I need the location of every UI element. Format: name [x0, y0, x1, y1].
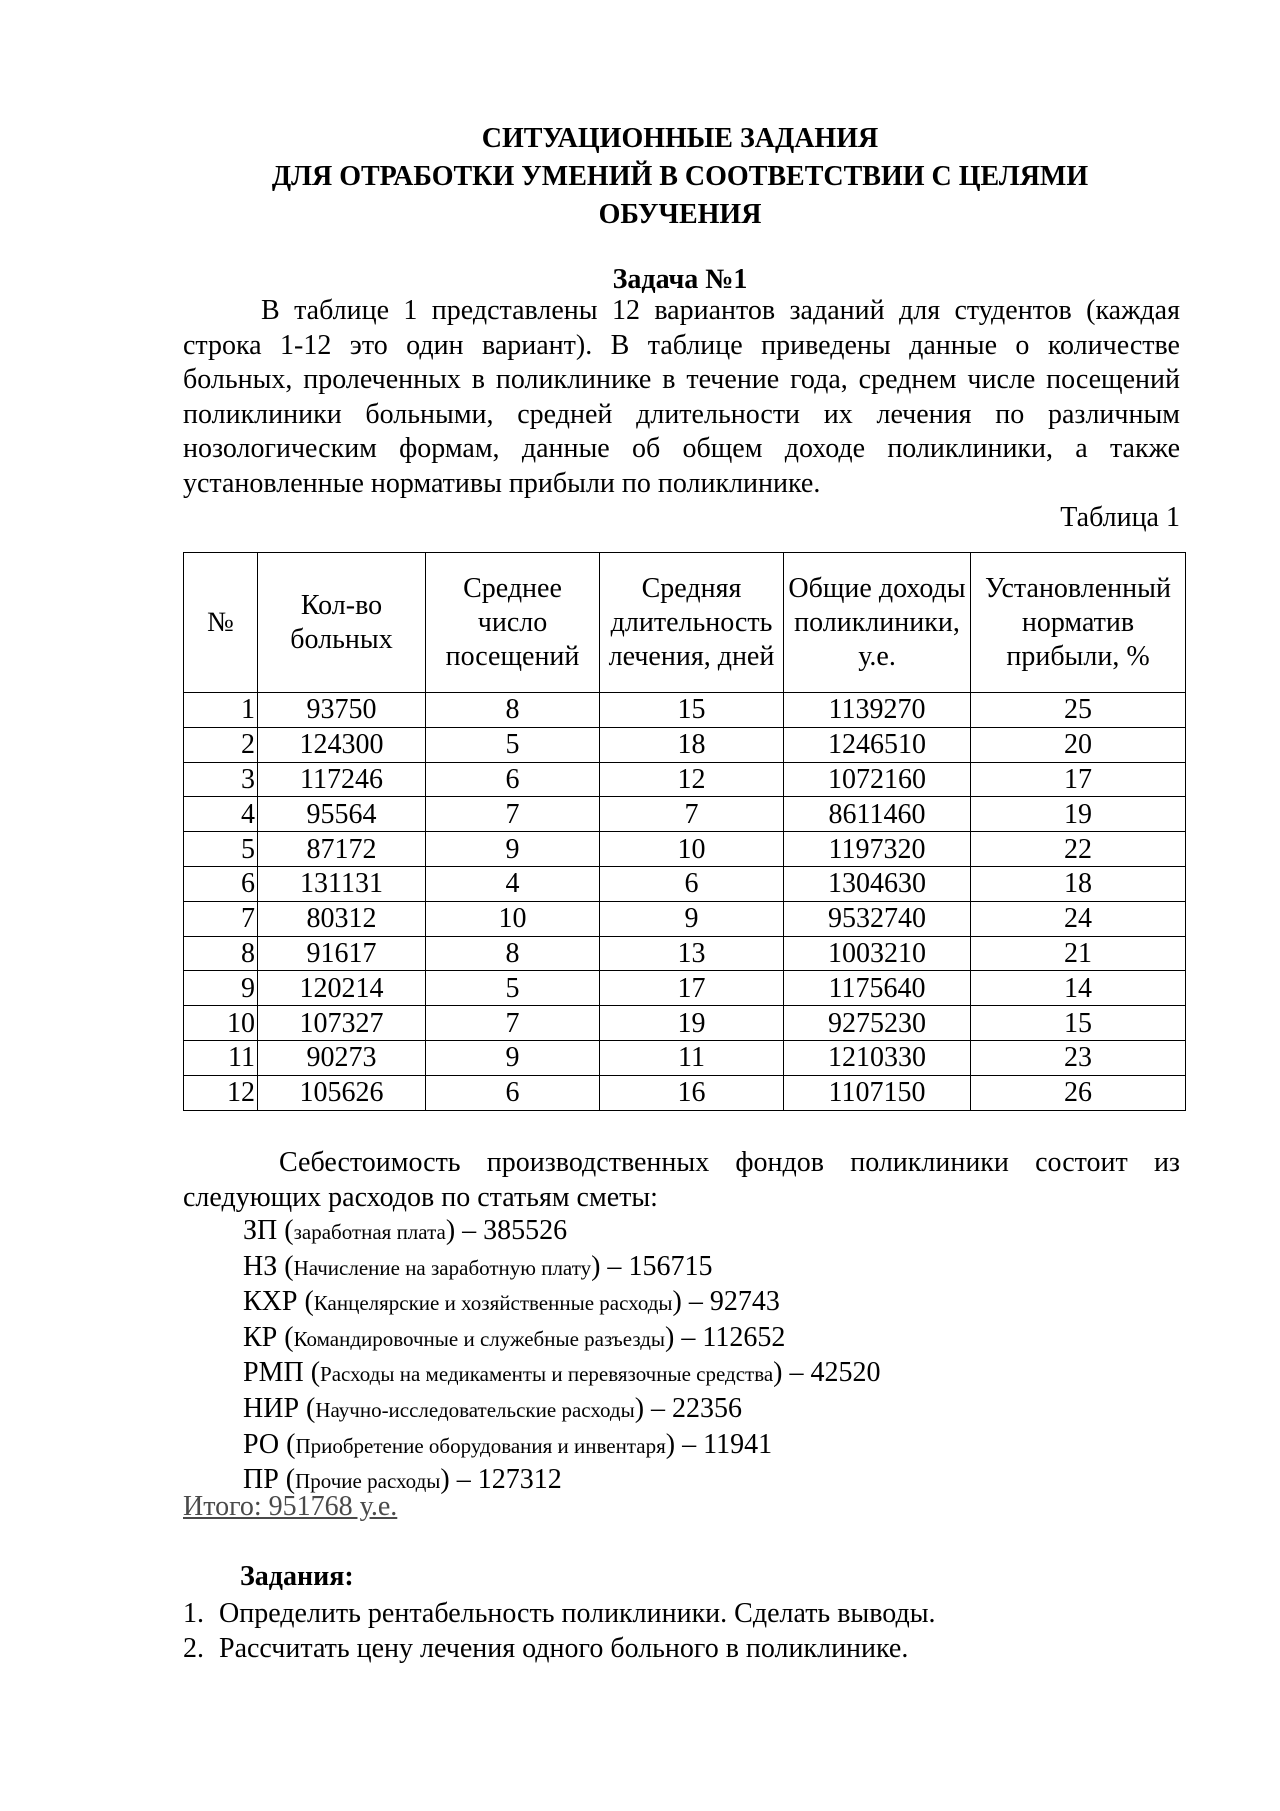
table-row	[184, 797, 1186, 832]
expense-code: НИР	[243, 1392, 300, 1424]
table-cell: 6	[426, 762, 600, 797]
expense-line: НИР (Научно-исследовательские расходы) – 22356	[243, 1392, 743, 1424]
expense-value: 127312	[477, 1464, 562, 1496]
table-cell: 9	[426, 1040, 600, 1075]
task-number: 1.	[183, 1598, 204, 1629]
task-item	[183, 1596, 936, 1631]
table-cell: 2	[184, 727, 258, 762]
expense-line: НЗ (Начисление на заработную плату) – 156715	[243, 1250, 713, 1282]
table-cell: 10	[426, 901, 600, 936]
expense-code: ЗП	[243, 1215, 278, 1246]
table-cell: 9275230	[784, 1006, 971, 1041]
expense-line: ПР (Прочие расходы) – 127312	[243, 1464, 562, 1496]
expense-value: 92743	[709, 1286, 780, 1318]
heading-line-1: СИТУАЦИОННЫЕ ЗАДАНИЯ	[481, 123, 879, 154]
table-cell: 12	[600, 762, 784, 797]
document-heading	[180, 120, 1180, 234]
expense-description: Научно-исследовательские расходы	[315, 1397, 635, 1422]
table-cell: 7	[184, 901, 258, 936]
table-cell: 17	[971, 762, 1186, 797]
table-cell: 91617	[258, 936, 426, 971]
table-cell: 9	[184, 971, 258, 1006]
table-cell: 95564	[258, 797, 426, 832]
expense-line: КХР (Канцелярские и хозяйственные расходы) – 92743	[243, 1286, 780, 1318]
expense-description: Начисление на заработную плату	[293, 1255, 592, 1280]
table-cell: 20	[971, 727, 1186, 762]
header-cell: Среднее число посещений	[426, 553, 600, 693]
expense-value: 22356	[672, 1392, 743, 1424]
table-cell: 19	[971, 797, 1186, 832]
table-row	[184, 1040, 1186, 1075]
table-cell: 24	[971, 901, 1186, 936]
header-cell: Общие доходы поликлиники, у.е.	[784, 553, 971, 693]
expense-line: ЗП (заработная плата) – 385526	[243, 1215, 568, 1246]
table-cell: 13	[600, 936, 784, 971]
table-cell: 12	[184, 1075, 258, 1110]
table-cell: 93750	[258, 693, 426, 728]
table-cell: 124300	[258, 727, 426, 762]
table-row	[184, 1075, 1186, 1110]
table-cell: 8	[426, 693, 600, 728]
table-cell: 14	[971, 971, 1186, 1006]
table-cell: 1003210	[784, 936, 971, 971]
table-cell: 16	[600, 1075, 784, 1110]
table-row	[184, 866, 1186, 901]
table-cell: 1107150	[784, 1075, 971, 1110]
table-cell: 1139270	[784, 693, 971, 728]
table-cell: 1304630	[784, 866, 971, 901]
table-body	[184, 693, 1186, 1111]
table-cell: 1246510	[784, 727, 971, 762]
table-row	[184, 727, 1186, 762]
expenses-list	[243, 1214, 880, 1499]
table-row	[184, 693, 1186, 728]
table-cell: 1	[184, 693, 258, 728]
table-cell: 80312	[258, 901, 426, 936]
table-cell: 25	[971, 693, 1186, 728]
task-text: Рассчитать цену лечения одного больного в поликлинике.	[219, 1633, 909, 1664]
table-cell: 105626	[258, 1075, 426, 1110]
table-row	[184, 1006, 1186, 1041]
table-header-row	[184, 553, 1186, 693]
expense-value: 156715	[628, 1250, 713, 1282]
table-row	[184, 762, 1186, 797]
expense-code: РО	[243, 1428, 280, 1460]
table-cell: 23	[971, 1040, 1186, 1075]
table-cell: 18	[971, 866, 1186, 901]
table-row	[184, 832, 1186, 867]
header-cell: Средняя длительность лечения, дней	[600, 553, 784, 693]
table-cell: 7	[426, 1006, 600, 1041]
cost-intro-paragraph: Себестоимость производственных фондов поликлиники состоит из следующих расходов по статьям сметы:	[183, 1147, 1180, 1213]
table-cell: 8611460	[784, 797, 971, 832]
table-cell: 90273	[258, 1040, 426, 1075]
table-cell: 131131	[258, 866, 426, 901]
table-cell: 17	[600, 971, 784, 1006]
task-number: 2.	[183, 1633, 204, 1664]
expense-code: КР	[243, 1321, 278, 1353]
table-cell: 87172	[258, 832, 426, 867]
tasks-list	[183, 1596, 936, 1666]
expense-description: Расходы на медикаменты и перевязочные средства	[320, 1362, 774, 1387]
expense-value: 112652	[702, 1321, 786, 1353]
variants-table	[183, 552, 1186, 1111]
table-cell: 5	[426, 971, 600, 1006]
header-cell: Кол-во больных	[258, 553, 426, 693]
expense-code: РМП	[243, 1357, 304, 1389]
task-item	[183, 1631, 936, 1666]
table-cell: 9	[426, 832, 600, 867]
table-cell: 6	[184, 866, 258, 901]
table-cell: 107327	[258, 1006, 426, 1041]
table-cell: 6	[600, 866, 784, 901]
table-cell: 9532740	[784, 901, 971, 936]
table-cell: 7	[426, 797, 600, 832]
intro-paragraph: В таблице 1 представлены 12 вариантов заданий для студентов (каждая строка 1-12 это один вариант). В таблице приведены данные о количестве больных, пролеченных в поликлинике в течение года, среднем числе посещений поликлиники больными, средней длительности их лечения по различным нозологическим формам, данные об общем доходе поликлиники, а также установленные нормативы прибыли по поликлинике.	[183, 295, 1180, 499]
table-cell: 15	[600, 693, 784, 728]
header-cell: №	[184, 553, 258, 693]
tasks-heading: Задания:	[240, 1561, 354, 1592]
expense-value: 42520	[810, 1357, 881, 1389]
table-cell: 117246	[258, 762, 426, 797]
table-cell: 26	[971, 1075, 1186, 1110]
expense-line: КР (Командировочные и служебные разъезды) – 112652	[243, 1321, 786, 1353]
heading-line-3: ОБУЧЕНИЯ	[598, 199, 762, 230]
table-cell: 21	[971, 936, 1186, 971]
table-cell: 8	[184, 936, 258, 971]
expense-description: Канцелярские и хозяйственные расходы	[313, 1291, 673, 1316]
table-cell: 6	[426, 1075, 600, 1110]
table-cell: 3	[184, 762, 258, 797]
expenses-total: Итого: 951768 у.е.	[183, 1491, 398, 1522]
table-cell: 1175640	[784, 971, 971, 1006]
expense-description: заработная плата	[293, 1220, 446, 1244]
table-cell: 4	[184, 797, 258, 832]
table-cell: 5	[184, 832, 258, 867]
task-title: Задача №1	[612, 264, 748, 295]
table-cell: 1072160	[784, 762, 971, 797]
table-cell: 10	[600, 832, 784, 867]
expense-description: Командировочные и служебные разъезды	[293, 1326, 666, 1351]
table-cell: 1210330	[784, 1040, 971, 1075]
expense-code: КХР	[243, 1286, 298, 1318]
expense-value: 11941	[703, 1428, 773, 1460]
expense-code: ПР	[243, 1464, 279, 1496]
table-cell: 15	[971, 1006, 1186, 1041]
task-text: Определить рентабельность поликлиники. Сделать выводы.	[219, 1598, 936, 1629]
table-cell: 4	[426, 866, 600, 901]
expense-line: РО (Приобретение оборудования и инвентаря) – 11941	[243, 1428, 773, 1460]
heading-line-2: ДЛЯ ОТРАБОТКИ УМЕНИЙ В СООТВЕТСТВИИ С ЦЕЛЯМИ	[271, 161, 1089, 192]
table-row	[184, 901, 1186, 936]
expense-description: Приобретение оборудования и инвентаря	[295, 1433, 666, 1458]
expense-value: 385526	[483, 1215, 568, 1246]
expense-line: РМП (Расходы на медикаменты и перевязочные средства) – 42520	[243, 1357, 881, 1389]
table-cell: 8	[426, 936, 600, 971]
table-cell: 7	[600, 797, 784, 832]
table-row	[184, 971, 1186, 1006]
table-cell: 18	[600, 727, 784, 762]
table-cell: 5	[426, 727, 600, 762]
table-cell: 1197320	[784, 832, 971, 867]
table-row	[184, 936, 1186, 971]
table-cell: 19	[600, 1006, 784, 1041]
table-cell: 11	[184, 1040, 258, 1075]
table-cell: 120214	[258, 971, 426, 1006]
table-cell: 9	[600, 901, 784, 936]
expense-code: НЗ	[243, 1250, 278, 1282]
table-cell: 11	[600, 1040, 784, 1075]
table-cell: 10	[184, 1006, 258, 1041]
table-cell: 22	[971, 832, 1186, 867]
expense-description: Прочие расходы	[295, 1469, 441, 1494]
header-cell: Установленный норматив прибыли, %	[971, 553, 1186, 693]
table-caption: Таблица 1	[1060, 502, 1180, 533]
